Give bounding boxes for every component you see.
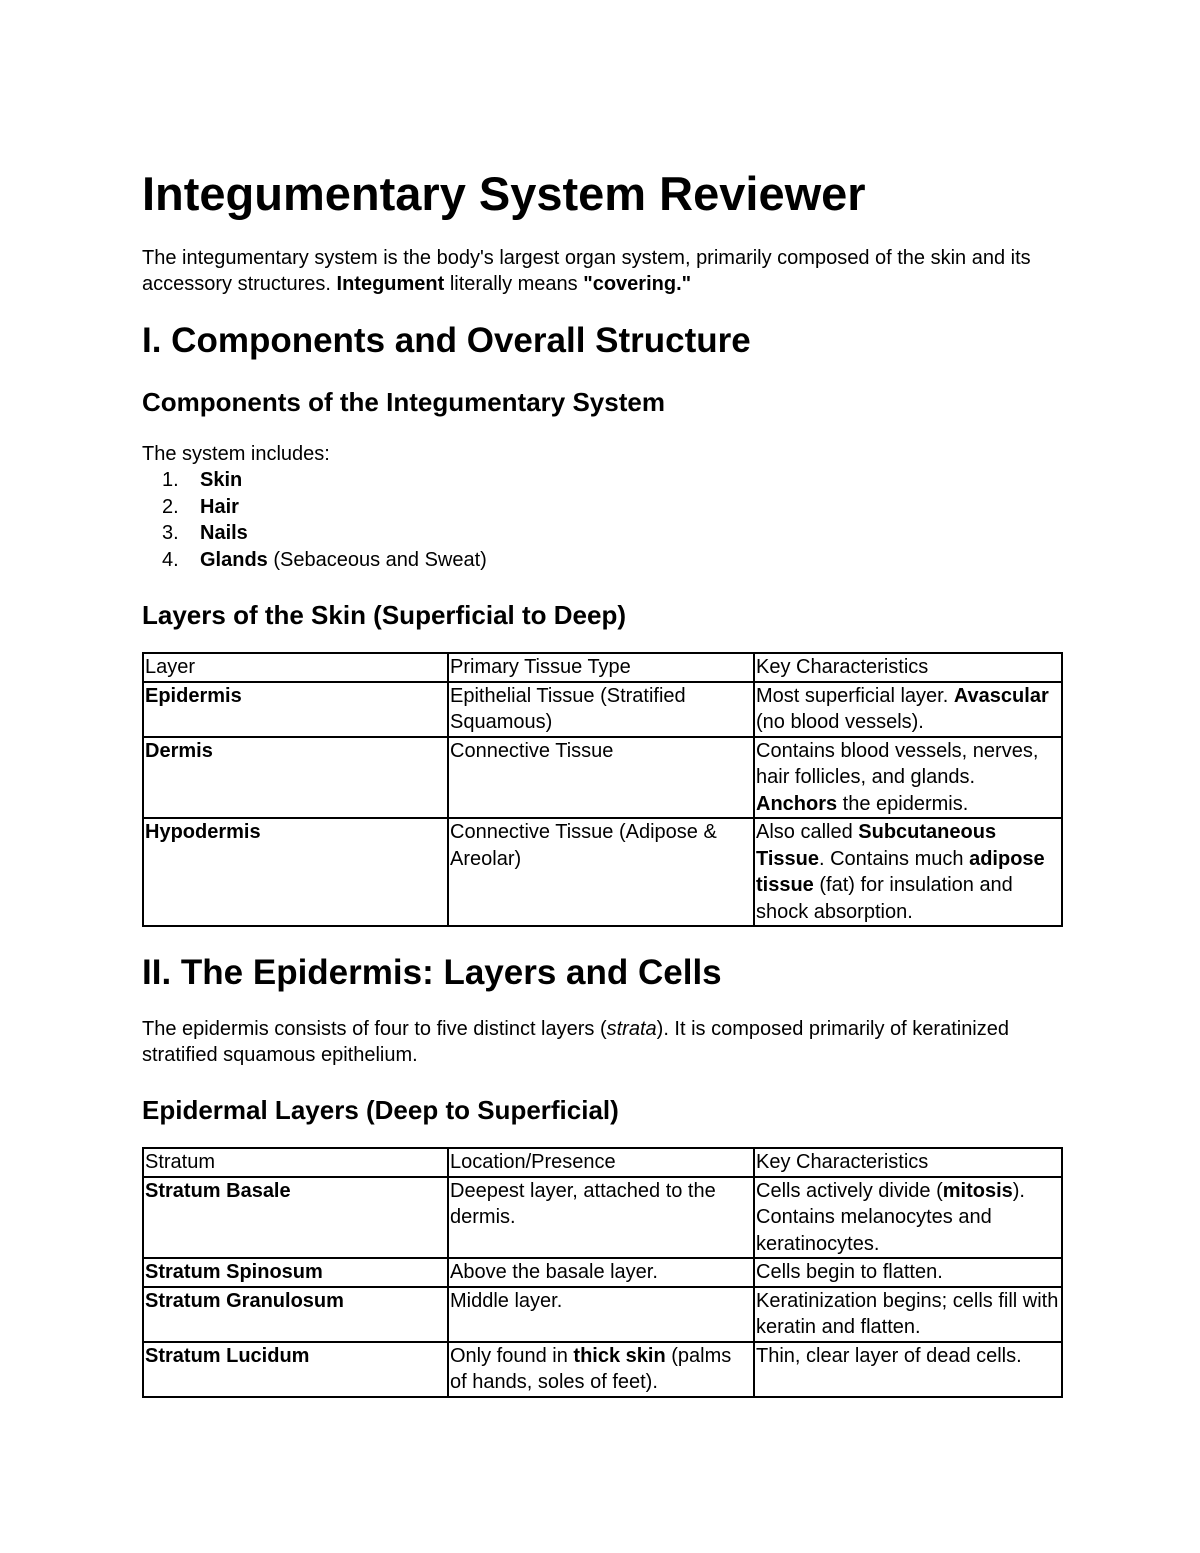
page-title: Integumentary System Reviewer [142,167,866,220]
table-cell: Above the basale layer. [448,1258,754,1287]
table-header-row [143,653,1062,682]
table-row [143,682,1062,737]
table-cell: Cells actively divide (mitosis). Contains melanocytes and keratinocytes. [754,1177,1062,1259]
table-cell: Only found in thick skin (palms of hands, soles of feet). [448,1342,754,1397]
table-row [143,1177,1062,1259]
list-item: 3. Nails [162,522,248,544]
table-cell: Connective Tissue [448,737,754,819]
epidermal-layers-table [142,1147,1063,1398]
intro-paragraph [142,245,1042,297]
table-cell: Deepest layer, attached to the dermis. [448,1177,754,1259]
epidermis-intro: The epidermis consists of four to five distinct layers (strata). It is composed primarily of keratinized stratified squamous epithelium. [142,1018,1009,1066]
intro-term-meaning: "covering." [583,273,692,295]
table-cell: Contains blood vessels, nerves, hair follicles, and glands. Anchors the epidermis. [754,737,1062,819]
table-cell: Also called Subcutaneous Tissue. Contains much adipose tissue (fat) for insulation and shock absorption. [754,818,1062,926]
components-list [162,467,487,573]
table-cell: Most superficial layer. Avascular (no blood vessels). [754,682,1062,737]
table-header-cell: Location/Presence [448,1148,754,1177]
intro-text: The integumentary system is the body's largest organ system, primarily composed of the skin and its accessory structures. [142,247,1031,295]
list-item: 1. Skin [162,469,243,491]
table-cell: Stratum Granulosum [143,1287,448,1342]
table-row [143,818,1062,926]
intro-text-2: literally means [444,273,584,295]
table-header-cell: Key Characteristics [754,653,1062,682]
table-cell: Cells begin to flatten. [754,1258,1062,1287]
table-cell: Epithelial Tissue (Stratified Squamous) [448,682,754,737]
table-cell: Hypodermis [143,818,448,926]
table-header-cell: Primary Tissue Type [448,653,754,682]
subheading-skin-layers: Layers of the Skin (Superficial to Deep) [142,600,626,630]
table-header-cell: Key Characteristics [754,1148,1062,1177]
table-cell: Middle layer. [448,1287,754,1342]
table-cell: Epidermis [143,682,448,737]
table-cell: Stratum Basale [143,1177,448,1259]
table-row [143,1287,1062,1342]
table-cell: Stratum Lucidum [143,1342,448,1397]
list-item: 4. Glands (Sebaceous and Sweat) [162,548,487,571]
subheading-epidermal-layers: Epidermal Layers (Deep to Superficial) [142,1095,619,1125]
list-item: 2. Hair [162,495,239,518]
skin-layers-table [142,652,1063,927]
table-cell: Dermis [143,737,448,819]
section-heading-components: I. Components and Overall Structure [142,321,751,360]
section-heading-epidermis: II. The Epidermis: Layers and Cells [142,953,722,992]
subheading-components: Components of the Integumentary System [142,387,665,417]
table-header-cell: Layer [143,653,448,682]
table-row [143,1342,1062,1397]
table-cell: Keratinization begins; cells fill with keratin and flatten. [754,1287,1062,1342]
table-header-cell: Stratum [143,1148,448,1177]
components-intro: The system includes: [142,443,330,465]
table-row [143,737,1062,819]
table-cell: Connective Tissue (Adipose & Areolar) [448,818,754,926]
intro-term: Integument [336,273,445,295]
table-cell: Stratum Spinosum [143,1258,448,1287]
table-cell: Thin, clear layer of dead cells. [754,1342,1062,1397]
table-header-row [143,1148,1062,1177]
table-row [143,1258,1062,1287]
